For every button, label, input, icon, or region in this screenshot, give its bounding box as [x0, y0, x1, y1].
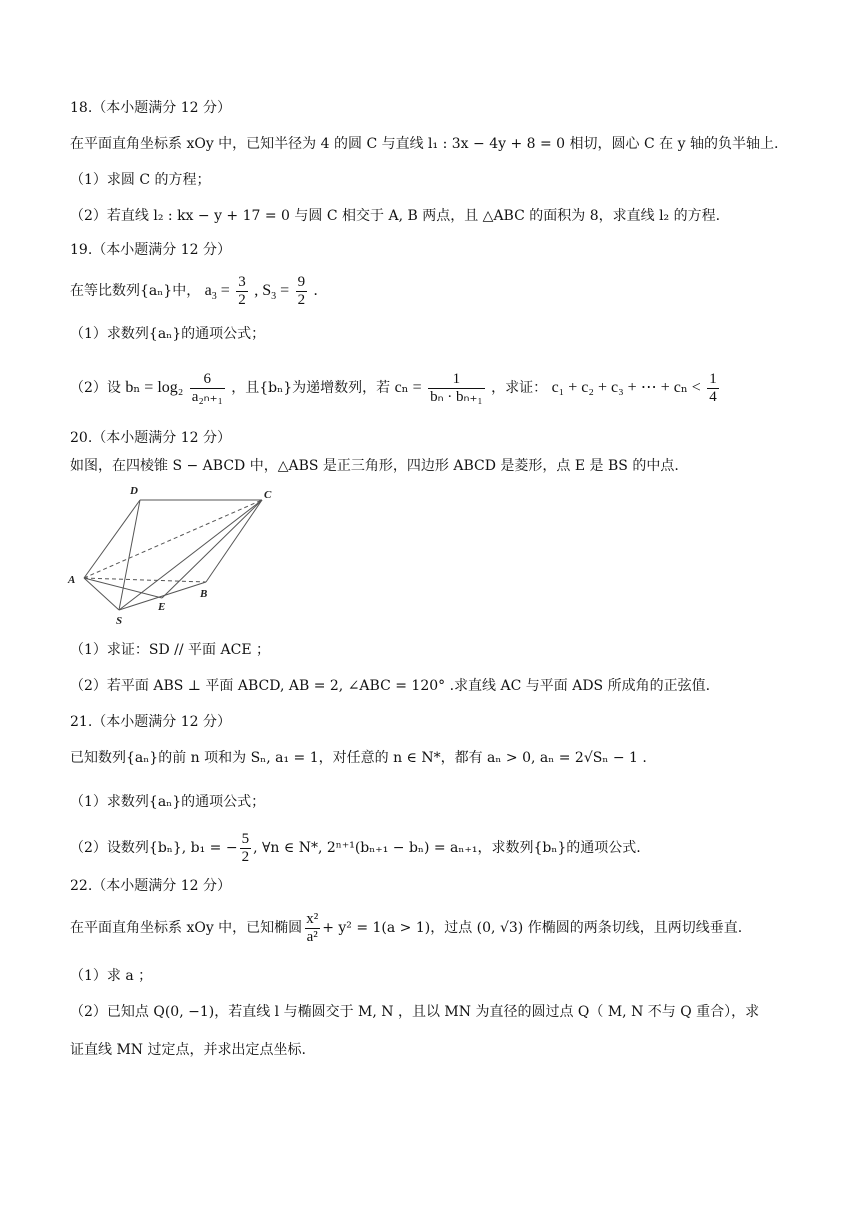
pyramid-figure	[66, 482, 286, 627]
label-S: S	[116, 615, 123, 627]
q21-b1-fraction: $\frac{5}{2}$	[241, 830, 250, 865]
q21-stem: 已知数列{aₙ}的前 n 项和为 Sₙ, a₁ = 1，对任意的 n ∈ N*，都有 aₙ > 0, aₙ = 2√Sₙ − 1 .	[70, 750, 647, 766]
q19-b-fraction: $\frac{6}{\text{a₂ₙ₊₁}}$	[191, 370, 223, 405]
q21-header: 21.（本小题满分 12 分）	[70, 714, 231, 730]
q22-part2-line1: （2）已知点 Q(0, −1)，若直线 l 与椭圆交于 M, N ，且以 MN 为直径的圆过点 Q（ M, N 不与 Q 重合），求	[70, 1004, 760, 1020]
q19-stem: 在等比数列{aₙ}中， $a_3$ = $\frac{3}{2}$ , $S_3$ = $\frac{9}{2}$ .	[70, 273, 318, 308]
q18-part1: （1）求圆 C 的方程；	[70, 172, 211, 188]
q18-part2: （2）若直线 l₂ : kx − y + 17 = 0 与圆 C 相交于 A, B 两点，且 △ABC 的面积为 8，求直线 l₂ 的方程.	[70, 208, 721, 224]
q20-part1: （1）求证：SD // 平面 ACE ；	[70, 642, 270, 658]
q18-header: 18.（本小题满分 12 分）	[70, 100, 231, 116]
q19-header: 19.（本小题满分 12 分）	[70, 242, 231, 258]
q20-header: 20.（本小题满分 12 分）	[70, 430, 231, 446]
label-B: B	[200, 588, 208, 600]
edge-AE	[84, 578, 162, 598]
q22-part2-line2: 证直线 MN 过定点，并求出定点坐标.	[70, 1042, 306, 1058]
q21-part1: （1）求数列{aₙ}的通项公式；	[70, 794, 266, 810]
q19-part2: （2）设 bₙ = log₂ $\frac{6}{\text{a₂ₙ₊₁}}$ ，且{bₙ}为递增数列，若 cₙ = $\frac{1}{\text{bₙ · bₙ₊₁}}$ ，求证： c₁ + c₂ + c₃ + ⋯ + cₙ < $\frac{1}{4}$	[70, 370, 717, 405]
q19-stem-text: 在等比数列{aₙ}中，	[70, 283, 201, 299]
q18-stem: 在平面直角坐标系 xOy 中，已知半径为 4 的圆 C 与直线 l₁ : 3x − 4y + 8 = 0 相切，圆心 C 在 y 轴的负半轴上.	[70, 136, 779, 152]
q22-part1: （1）求 a ；	[70, 968, 153, 984]
q22-ellipse-fraction: $\frac{\text{x²}}{\text{a²}}$	[306, 910, 319, 945]
label-D: D	[130, 485, 138, 497]
edge-AB	[84, 578, 206, 582]
q20-part2: （2）若平面 ABS ⊥ 平面 ABCD, AB = 2, ∠ABC = 120° .求直线 AC 与平面 ADS 所成角的正弦值.	[70, 678, 711, 694]
q21-part2: （2）设数列{bₙ}, b₁ = − $\frac{5}{2}$ , ∀n ∈ N*, 2ⁿ⁺¹(bₙ₊₁ − bₙ) = aₙ₊₁，求数列{bₙ}的通项公式.	[70, 830, 641, 865]
q22-header: 22.（本小题满分 12 分）	[70, 878, 231, 894]
q19-a3-fraction: $\frac{3}{2}$	[238, 273, 246, 308]
q19-quarter-fraction: $\frac{1}{4}$	[709, 370, 717, 405]
q22-stem: 在平面直角坐标系 xOy 中，已知椭圆 $\frac{\text{x²}}{\text{a²}}$ + y² = 1(a > 1)，过点 (0, √3) 作椭圆的两条切线，且两切线垂直.	[70, 910, 743, 945]
label-A: A	[68, 574, 76, 586]
q19-part1: （1）求数列{aₙ}的通项公式；	[70, 326, 266, 342]
label-C: C	[264, 489, 272, 501]
q19-s3-fraction: $\frac{9}{2}$	[297, 273, 306, 308]
q19-c-fraction: $\frac{1}{\text{bₙ · bₙ₊₁}}$	[430, 370, 483, 405]
q20-stem: 如图，在四棱锥 S − ABCD 中，△ABS 是正三角形，四边形 ABCD 是菱形，点 E 是 BS 的中点.	[70, 458, 679, 474]
edge-CS	[119, 500, 262, 610]
edge-DA	[84, 500, 140, 578]
edge-CE	[162, 500, 262, 598]
label-E: E	[158, 601, 166, 613]
